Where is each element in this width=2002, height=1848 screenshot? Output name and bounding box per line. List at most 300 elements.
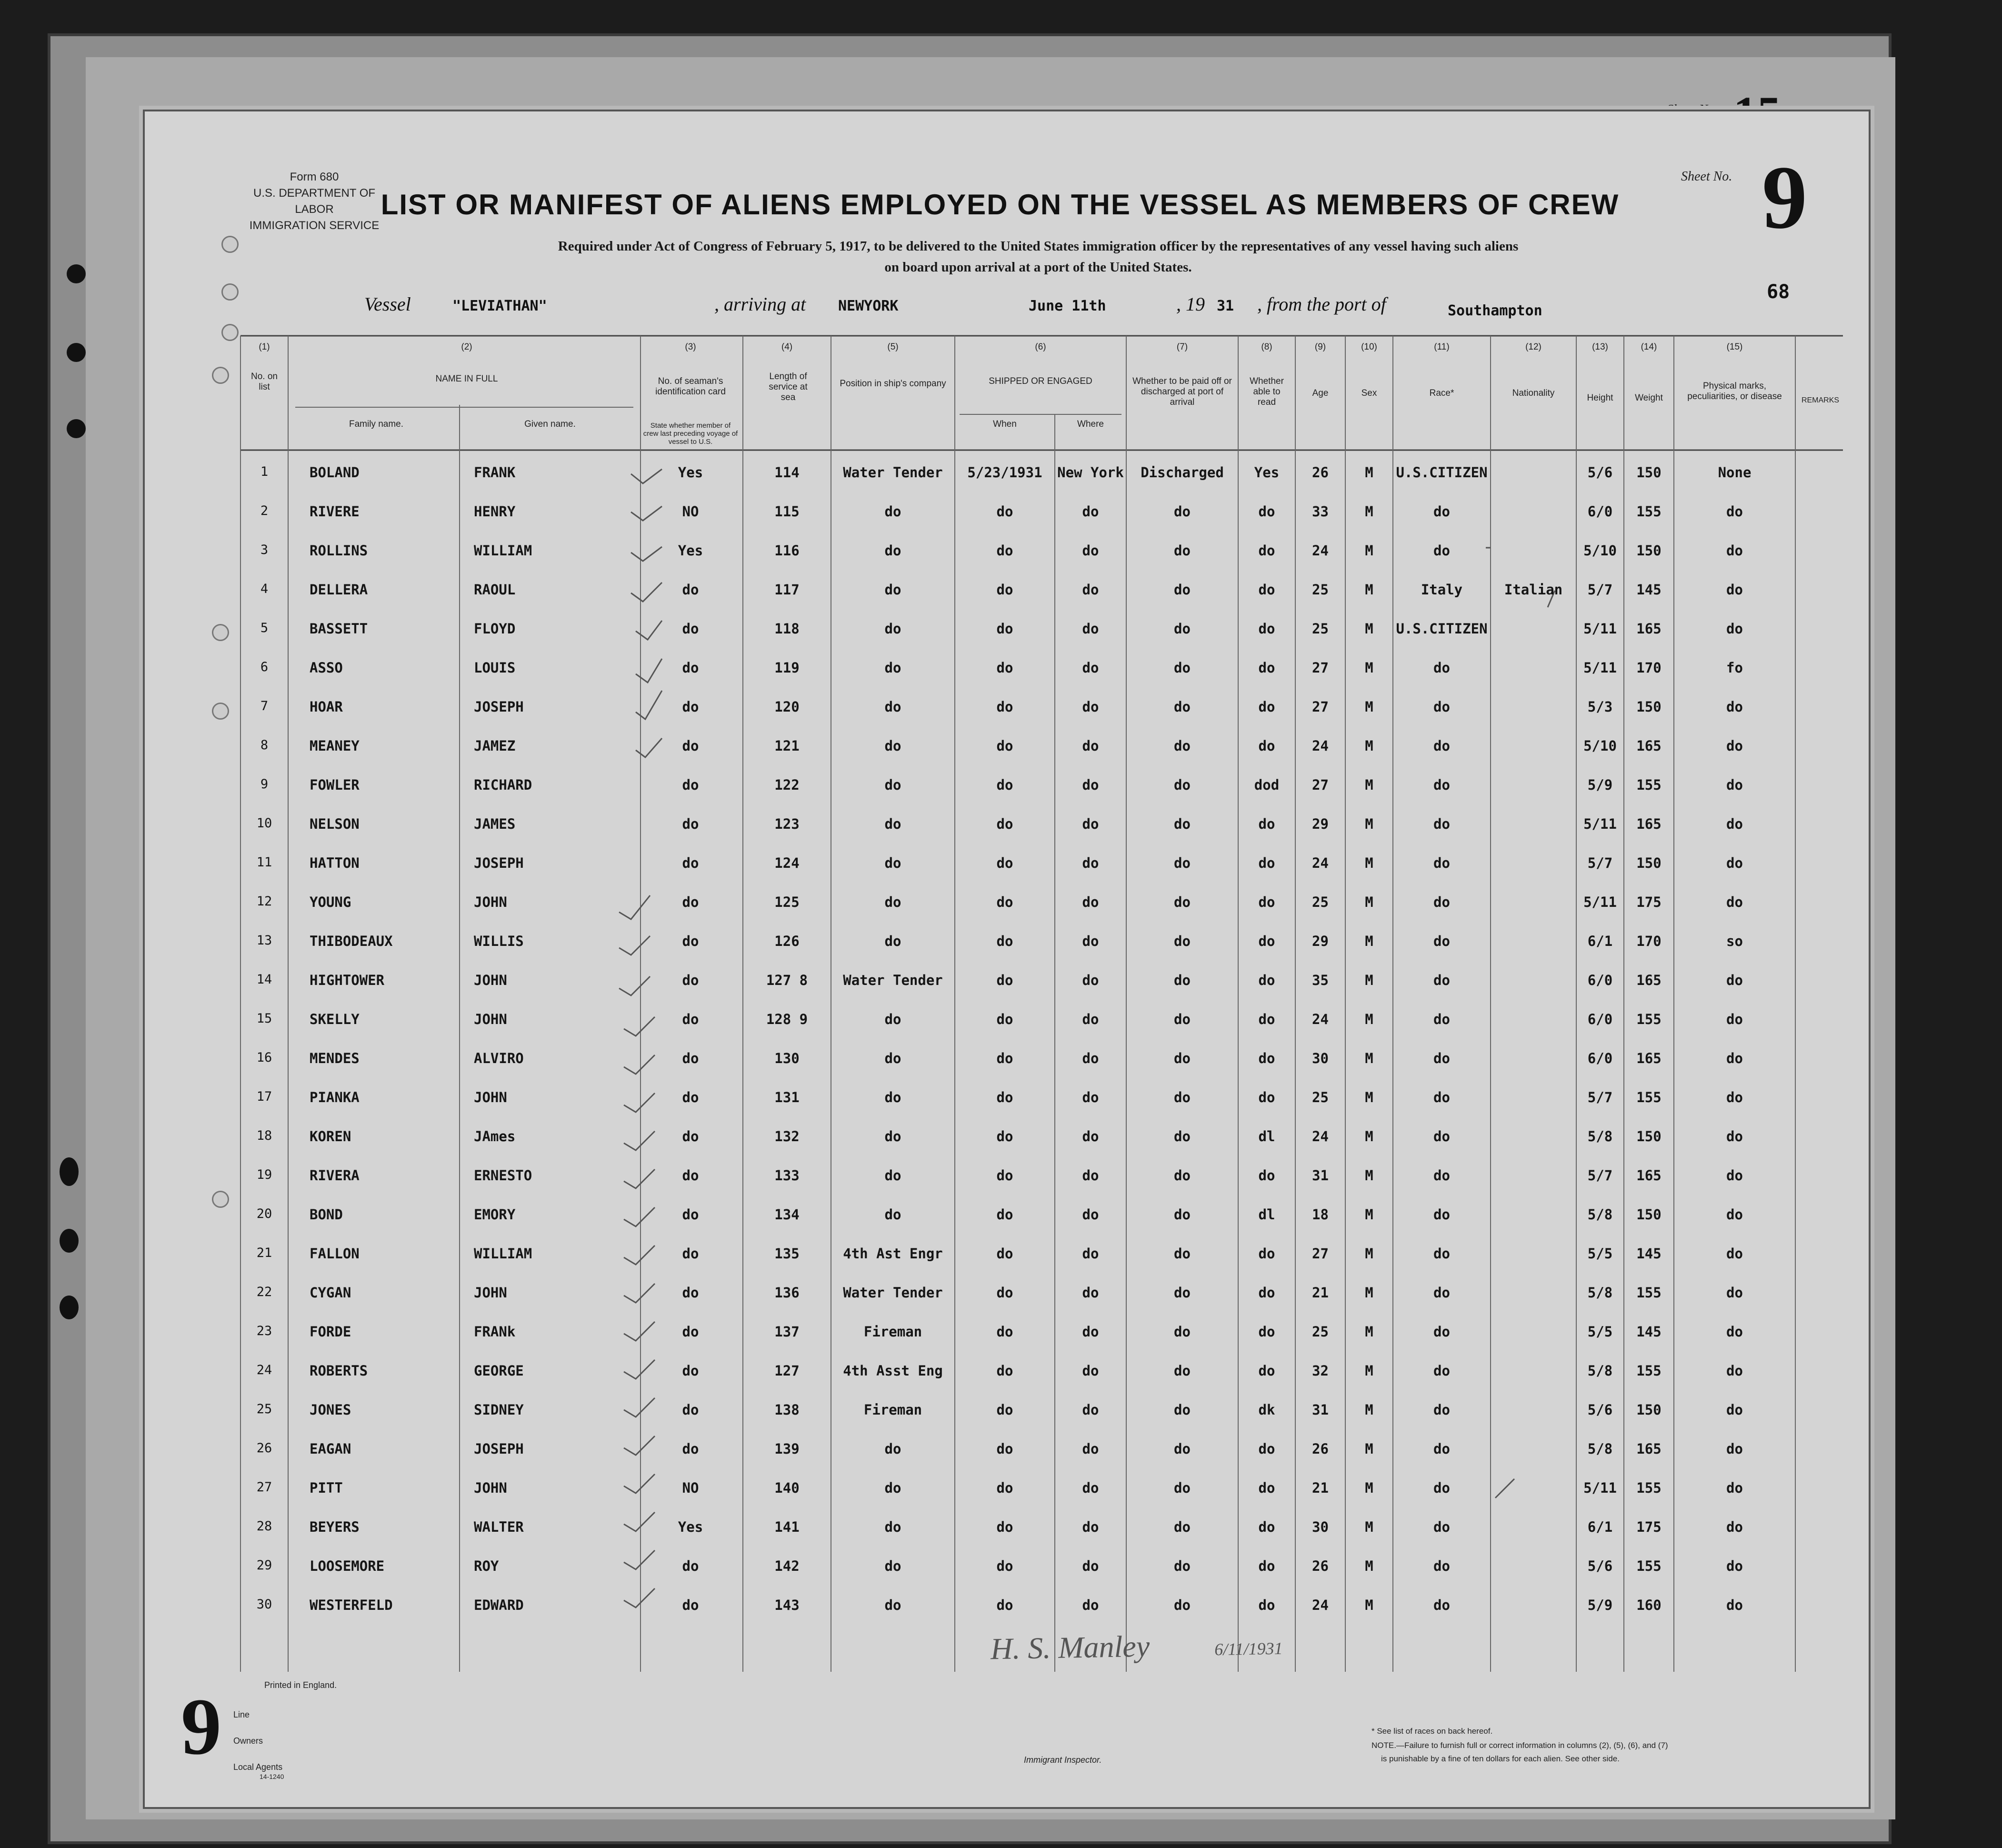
col-header-position: Position in ship's company — [840, 379, 946, 389]
cell-given: EDWARD — [474, 1597, 524, 1613]
col-num-2: (2) — [461, 342, 472, 352]
ring-hole — [212, 624, 229, 641]
cell-height: 6/0 — [1587, 972, 1613, 988]
cell-age: 25 — [1312, 621, 1329, 637]
cell-position: do — [884, 542, 901, 559]
cell-when: do — [996, 1558, 1013, 1574]
cell-service: 115 — [774, 503, 800, 520]
cell-read: do — [1258, 1089, 1275, 1105]
cell-position: Water Tender — [843, 972, 943, 988]
ring-hole — [212, 367, 229, 384]
col-header-age: Age — [1312, 388, 1329, 398]
cell-given: JAmes — [474, 1128, 516, 1145]
cell-sex: M — [1365, 1128, 1373, 1145]
col-num-11: (11) — [1434, 342, 1450, 352]
cell-when: do — [996, 582, 1013, 598]
printed-in: Printed in England. — [264, 1680, 337, 1690]
cell-where: do — [1082, 1089, 1099, 1105]
row-number: 21 — [256, 1245, 272, 1260]
cell-read: do — [1258, 660, 1275, 676]
cell-weight: 175 — [1636, 894, 1662, 910]
cell-race: do — [1433, 1363, 1450, 1379]
cell-given: FLOYD — [474, 621, 516, 637]
cell-family: BOND — [310, 1206, 343, 1223]
cell-race: do — [1433, 1050, 1450, 1066]
subtitle-line-2: on board upon arrival at a port of the United States. — [884, 260, 1192, 275]
cell-weight: 155 — [1636, 1285, 1662, 1301]
cell-weight: 155 — [1636, 1089, 1662, 1105]
cell-age: 25 — [1312, 894, 1329, 910]
cell-card: do — [682, 1206, 699, 1223]
cell-read: do — [1258, 1011, 1275, 1027]
punch-hole — [67, 343, 86, 362]
cell-read: do — [1258, 542, 1275, 559]
cell-when: do — [996, 542, 1013, 559]
cell-sex: M — [1365, 1363, 1373, 1379]
cell-service: 133 — [774, 1167, 800, 1184]
cell-family: BOLAND — [310, 464, 360, 481]
cell-paid: do — [1174, 933, 1191, 949]
cell-card: do — [682, 1363, 699, 1379]
cell-read: do — [1258, 582, 1275, 598]
cell-service: 131 — [774, 1089, 800, 1105]
cell-paid: do — [1174, 1245, 1191, 1262]
cell-read: do — [1258, 1050, 1275, 1066]
cell-age: 24 — [1312, 855, 1329, 871]
cell-sex: M — [1365, 1050, 1373, 1066]
cell-card: do — [682, 855, 699, 871]
row-number: 10 — [256, 816, 272, 831]
row-number: 24 — [256, 1363, 272, 1377]
cell-age: 26 — [1312, 1441, 1329, 1457]
cell-where: do — [1082, 1128, 1099, 1145]
cell-read: dk — [1258, 1402, 1275, 1418]
from-label: , from the port of — [1257, 293, 1386, 315]
cell-when: do — [996, 1480, 1013, 1496]
cell-card: do — [682, 933, 699, 949]
col-header-able-read: Whether able to read — [1250, 376, 1284, 407]
cell-marks: None — [1718, 464, 1752, 481]
cell-height: 5/9 — [1587, 777, 1613, 793]
form-service: IMMIGRATION SERVICE — [249, 219, 380, 232]
cell-weight: 155 — [1636, 1480, 1662, 1496]
col-header-when: When — [993, 419, 1017, 429]
cell-when: do — [996, 933, 1013, 949]
row-number: 13 — [256, 933, 272, 948]
cell-height: 6/1 — [1587, 1519, 1613, 1535]
cell-position: Fireman — [863, 1402, 922, 1418]
cell-family: YOUNG — [310, 894, 351, 910]
cell-where: do — [1082, 777, 1099, 793]
cell-read: do — [1258, 1480, 1275, 1496]
cell-sex: M — [1365, 1480, 1373, 1496]
row-number: 17 — [256, 1089, 272, 1104]
cell-read: do — [1258, 972, 1275, 988]
cell-service: 119 — [774, 660, 800, 676]
cell-given: RAOUL — [474, 582, 516, 598]
cell-where: do — [1082, 503, 1099, 520]
arrival-year: 31 — [1217, 298, 1234, 314]
cell-height: 5/9 — [1587, 1597, 1613, 1613]
cell-race: do — [1433, 1128, 1450, 1145]
row-number: 27 — [256, 1480, 272, 1495]
cell-height: 5/6 — [1587, 464, 1613, 481]
cell-family: RIVERA — [310, 1167, 360, 1184]
cell-read: do — [1258, 1285, 1275, 1301]
row-number: 29 — [256, 1558, 272, 1573]
cell-card: do — [682, 1597, 699, 1613]
cell-weight: 155 — [1636, 1011, 1662, 1027]
cell-paid: do — [1174, 1441, 1191, 1457]
cell-given: WILLIS — [474, 933, 524, 949]
cell-height: 5/11 — [1583, 816, 1617, 832]
cell-where: do — [1082, 699, 1099, 715]
col-header-sex: Sex — [1361, 388, 1377, 398]
page-subtitle — [371, 236, 1705, 278]
cell-position: do — [884, 894, 901, 910]
cell-card: Yes — [678, 464, 703, 481]
cell-where: do — [1082, 972, 1099, 988]
cell-where: do — [1082, 542, 1099, 559]
form-department: U.S. DEPARTMENT OF LABOR — [253, 187, 376, 216]
arrival-port: NEWYORK — [838, 298, 899, 314]
row-number: 26 — [256, 1441, 272, 1456]
cell-given: JOSEPH — [474, 855, 524, 871]
col-header-service: Length of service at sea — [769, 372, 808, 402]
cell-weight: 150 — [1636, 1402, 1662, 1418]
cell-family: BEYERS — [310, 1519, 360, 1535]
owners-label: Owners — [233, 1736, 263, 1746]
cell-family: RIVERE — [310, 503, 360, 520]
cell-family: ROBERTS — [310, 1363, 368, 1379]
cell-age: 31 — [1312, 1167, 1329, 1184]
manifest-page — [143, 110, 1871, 1809]
cell-marks: do — [1726, 1245, 1743, 1262]
cell-position: do — [884, 816, 901, 832]
ring-hole — [212, 703, 229, 720]
cell-when: 5/23/1931 — [967, 464, 1042, 481]
col-header-remarks: REMARKS — [1801, 396, 1840, 404]
cell-given: JAMEZ — [474, 738, 516, 754]
col-header-no-on-list: No. on list — [251, 372, 278, 392]
cell-height: 5/5 — [1587, 1324, 1613, 1340]
signature-date: 6/11/1931 — [1214, 1638, 1283, 1659]
cell-race: do — [1433, 1519, 1450, 1535]
cell-where: New York — [1057, 464, 1124, 481]
cell-position: do — [884, 855, 901, 871]
cell-position: do — [884, 777, 901, 793]
row-number: 19 — [256, 1167, 272, 1182]
cell-card: do — [682, 1324, 699, 1340]
arrival-date: June 11th — [1029, 298, 1106, 314]
cell-age: 30 — [1312, 1050, 1329, 1066]
cell-age: 21 — [1312, 1480, 1329, 1496]
cell-paid: do — [1174, 1050, 1191, 1066]
cell-read: do — [1258, 738, 1275, 754]
cell-weight: 160 — [1636, 1597, 1662, 1613]
cell-marks: do — [1726, 503, 1743, 520]
cell-paid: do — [1174, 1011, 1191, 1027]
row-number: 25 — [256, 1402, 272, 1416]
cell-service: 125 — [774, 894, 800, 910]
cell-marks: do — [1726, 621, 1743, 637]
cell-when: do — [996, 1402, 1013, 1418]
cell-position: 4th Ast Engr — [843, 1245, 943, 1262]
cell-weight: 165 — [1636, 621, 1662, 637]
signature-name: H. S. Manley — [990, 1629, 1150, 1666]
cell-when: do — [996, 1089, 1013, 1105]
cell-weight: 145 — [1636, 1324, 1662, 1340]
cell-height: 6/0 — [1587, 1011, 1613, 1027]
cell-race: do — [1433, 894, 1450, 910]
cell-race: do — [1433, 1245, 1450, 1262]
cell-where: do — [1082, 933, 1099, 949]
cell-read: do — [1258, 621, 1275, 637]
cell-card: do — [682, 1441, 699, 1457]
cell-service: 143 — [774, 1597, 800, 1613]
cell-service: 118 — [774, 621, 800, 637]
cell-card: do — [682, 738, 699, 754]
cell-when: do — [996, 738, 1013, 754]
cell-read: do — [1258, 1363, 1275, 1379]
cell-given: JOHN — [474, 1285, 507, 1301]
cell-when: do — [996, 972, 1013, 988]
ring-hole — [221, 324, 239, 341]
cell-where: do — [1082, 1285, 1099, 1301]
cell-when: do — [996, 1167, 1013, 1184]
cell-position: do — [884, 503, 901, 520]
cell-given: JOHN — [474, 894, 507, 910]
cell-height: 5/8 — [1587, 1128, 1613, 1145]
cell-card: do — [682, 1011, 699, 1027]
cell-position: do — [884, 1519, 901, 1535]
cell-family: MEANEY — [310, 738, 360, 754]
cell-service: 130 — [774, 1050, 800, 1066]
cell-race: Italy — [1421, 582, 1463, 598]
cell-weight: 165 — [1636, 816, 1662, 832]
cell-sex: M — [1365, 1441, 1373, 1457]
cell-sex: M — [1365, 1558, 1373, 1574]
cell-weight: 150 — [1636, 1128, 1662, 1145]
cell-read: dl — [1258, 1128, 1275, 1145]
cell-marks: do — [1726, 699, 1743, 715]
col-num-1: (1) — [259, 342, 270, 352]
cell-given: ALVIRO — [474, 1050, 524, 1066]
cell-height: 5/3 — [1587, 699, 1613, 715]
cell-weight: 175 — [1636, 1519, 1662, 1535]
cell-race: do — [1433, 1480, 1450, 1496]
cell-sex: M — [1365, 699, 1373, 715]
cell-sex: M — [1365, 972, 1373, 988]
cell-height: 5/10 — [1583, 542, 1617, 559]
cell-given: JOSEPH — [474, 699, 524, 715]
cell-given: HENRY — [474, 503, 516, 520]
cell-sex: M — [1365, 582, 1373, 598]
col-num-3: (3) — [685, 342, 696, 352]
row-number: 28 — [256, 1519, 272, 1534]
cell-when: do — [996, 503, 1013, 520]
cell-read: do — [1258, 1519, 1275, 1535]
cell-sex: M — [1365, 1011, 1373, 1027]
col-header-seaman-card: No. of seaman's identification card — [655, 376, 726, 397]
cell-where: do — [1082, 1402, 1099, 1418]
cell-age: 24 — [1312, 1011, 1329, 1027]
cell-read: dod — [1254, 777, 1280, 793]
cell-paid: do — [1174, 738, 1191, 754]
cell-position: do — [884, 1167, 901, 1184]
cell-age: 21 — [1312, 1285, 1329, 1301]
cell-family: BASSETT — [310, 621, 368, 637]
cell-height: 5/7 — [1587, 1089, 1613, 1105]
cell-marks: so — [1726, 933, 1743, 949]
cell-card: do — [682, 1245, 699, 1262]
cell-marks: do — [1726, 1167, 1743, 1184]
cell-given: JOHN — [474, 1089, 507, 1105]
cell-when: do — [996, 1245, 1013, 1262]
row-number: 5 — [260, 621, 269, 635]
row-number: 2 — [260, 503, 269, 518]
col-header-where: Where — [1077, 419, 1104, 429]
cell-weight: 165 — [1636, 738, 1662, 754]
cell-marks: do — [1726, 1363, 1743, 1379]
cell-service: 140 — [774, 1480, 800, 1496]
cell-where: do — [1082, 1363, 1099, 1379]
cell-read: do — [1258, 855, 1275, 871]
cell-marks: do — [1726, 894, 1743, 910]
cell-weight: 170 — [1636, 933, 1662, 949]
cell-family: FORDE — [310, 1324, 351, 1340]
cell-age: 29 — [1312, 816, 1329, 832]
cell-weight: 145 — [1636, 1245, 1662, 1262]
cell-height: 5/11 — [1583, 660, 1617, 676]
cell-paid: do — [1174, 582, 1191, 598]
cell-height: 5/8 — [1587, 1363, 1613, 1379]
cell-weight: 145 — [1636, 582, 1662, 598]
cell-age: 26 — [1312, 1558, 1329, 1574]
cell-read: do — [1258, 933, 1275, 949]
cell-where: do — [1082, 738, 1099, 754]
cell-weight: 150 — [1636, 464, 1662, 481]
col-header-paid-off: Whether to be paid off or discharged at port of arrival — [1132, 376, 1232, 407]
cell-race: do — [1433, 1324, 1450, 1340]
cell-weight: 150 — [1636, 542, 1662, 559]
cell-marks: do — [1726, 1480, 1743, 1496]
row-number: 15 — [256, 1011, 272, 1026]
cell-read: dl — [1258, 1206, 1275, 1223]
cell-paid: do — [1174, 1519, 1191, 1535]
cell-position: do — [884, 660, 901, 676]
cell-marks: do — [1726, 1519, 1743, 1535]
cell-given: GEORGE — [474, 1363, 524, 1379]
cell-age: 32 — [1312, 1363, 1329, 1379]
subtitle-line-1: Required under Act of Congress of February 5, 1917, to be delivered to the United States immigration officer by the representatives of any vessel having such aliens — [558, 239, 1519, 254]
cell-marks: do — [1726, 1402, 1743, 1418]
cell-height: 5/8 — [1587, 1206, 1613, 1223]
cell-service: 126 — [774, 933, 800, 949]
cell-where: do — [1082, 894, 1099, 910]
cell-sex: M — [1365, 1285, 1373, 1301]
local-agents-label: Local Agents — [233, 1762, 283, 1772]
cell-read: do — [1258, 1245, 1275, 1262]
cell-weight: 150 — [1636, 1206, 1662, 1223]
cell-given: EMORY — [474, 1206, 516, 1223]
cell-card: do — [682, 621, 699, 637]
cell-where: do — [1082, 621, 1099, 637]
cell-family: PIANKA — [310, 1089, 360, 1105]
cell-given: WILLIAM — [474, 1245, 532, 1262]
cell-race: do — [1433, 816, 1450, 832]
cell-family: DELLERA — [310, 582, 368, 598]
cell-nationality: Italian — [1504, 582, 1563, 598]
cell-family: ASSO — [310, 660, 343, 676]
cell-marks: do — [1726, 1089, 1743, 1105]
cell-sex: M — [1365, 1089, 1373, 1105]
cell-read: do — [1258, 1167, 1275, 1184]
cell-weight: 150 — [1636, 855, 1662, 871]
cell-when: do — [996, 1050, 1013, 1066]
cell-family: CYGAN — [310, 1285, 351, 1301]
cell-weight: 155 — [1636, 1558, 1662, 1574]
cell-read: do — [1258, 894, 1275, 910]
cell-sex: M — [1365, 1402, 1373, 1418]
cell-where: do — [1082, 660, 1099, 676]
cell-family: WESTERFELD — [310, 1597, 393, 1613]
cell-paid: do — [1174, 1285, 1191, 1301]
cell-where: do — [1082, 1519, 1099, 1535]
cell-where: do — [1082, 582, 1099, 598]
cell-given: JAMES — [474, 816, 516, 832]
cell-age: 24 — [1312, 1128, 1329, 1145]
cell-weight: 165 — [1636, 1050, 1662, 1066]
cell-sex: M — [1365, 542, 1373, 559]
cell-position: do — [884, 1089, 901, 1105]
cell-sex: M — [1365, 855, 1373, 871]
col-header-shipped: SHIPPED OR ENGAGED — [989, 376, 1092, 386]
cell-weight: 170 — [1636, 660, 1662, 676]
cell-race: do — [1433, 1011, 1450, 1027]
cell-where: do — [1082, 816, 1099, 832]
cell-paid: do — [1174, 503, 1191, 520]
cell-paid: do — [1174, 972, 1191, 988]
cell-height: 5/6 — [1587, 1558, 1613, 1574]
fine-note-1: NOTE.—Failure to furnish full or correct information in columns (2), (5), (6), and (7) — [1371, 1741, 1668, 1750]
cell-family: EAGAN — [310, 1441, 351, 1457]
cell-service: 135 — [774, 1245, 800, 1262]
cell-when: do — [996, 816, 1013, 832]
cell-race: do — [1433, 1089, 1450, 1105]
cell-family: LOOSEMORE — [310, 1558, 385, 1574]
cell-paid: do — [1174, 1480, 1191, 1496]
cell-given: WALTER — [474, 1519, 524, 1535]
cell-when: do — [996, 1285, 1013, 1301]
cell-marks: do — [1726, 582, 1743, 598]
cell-marks: do — [1726, 1206, 1743, 1223]
cell-service: 116 — [774, 542, 800, 559]
cell-height: 5/6 — [1587, 1402, 1613, 1418]
ring-hole — [212, 1191, 229, 1208]
cell-sex: M — [1365, 660, 1373, 676]
cell-sex: M — [1365, 1245, 1373, 1262]
cell-race: do — [1433, 777, 1450, 793]
cell-height: 5/11 — [1583, 621, 1617, 637]
cell-race: do — [1433, 738, 1450, 754]
cell-position: do — [884, 1128, 901, 1145]
cell-sex: M — [1365, 503, 1373, 520]
cell-height: 5/8 — [1587, 1285, 1613, 1301]
cell-where: do — [1082, 1558, 1099, 1574]
cell-marks: do — [1726, 1597, 1743, 1613]
col-header-height: Height — [1587, 393, 1613, 403]
